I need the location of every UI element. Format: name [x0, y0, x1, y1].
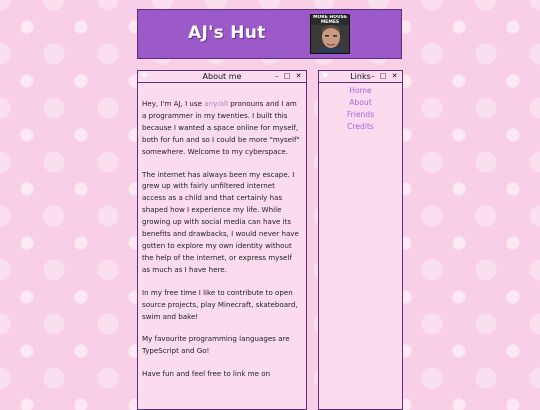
nav-link-home[interactable]: Home — [349, 86, 372, 95]
about-paragraph-4: My favourite programming languages are TypeScript and Go! — [142, 334, 290, 356]
site-title: AJ's Hut — [188, 23, 266, 43]
nav-link-friends[interactable]: Friends — [346, 110, 375, 119]
about-paragraph-5: Have fun and feel free to link me on — [142, 369, 271, 379]
about-paragraph-1-end: pronouns and I am a programmer in my twenties. I built this because I wanted a space online for myself, both for fun and so I could be more "myself" somewhere. Welcome to my cyberspace. — [142, 99, 300, 156]
avatar — [310, 14, 350, 54]
links-list — [319, 85, 402, 133]
nav-link-credits[interactable]: Credits — [347, 122, 374, 131]
about-titlebar — [138, 71, 306, 83]
links-window — [318, 70, 403, 410]
nav-link-about[interactable]: About — [349, 98, 372, 107]
avatar-caption: MORE HOUSE MEMES — [313, 15, 347, 25]
heart-icon: ♥ — [322, 72, 329, 80]
heart-icon: ♥ — [141, 72, 148, 80]
links-window-title: Links — [350, 72, 371, 81]
links-titlebar — [319, 71, 402, 83]
about-body — [138, 83, 306, 380]
site-header — [137, 9, 402, 59]
about-paragraph-2: The internet has always been my escape. I grew up with fairly unfiltered internet access as a child and that certainly has shaped how I experience my life. While growing up with social media can have its benefits and drawbacks, I would never have gotten to explore my own identity without the help of the internet, or express myself as much as I have here. — [142, 169, 299, 274]
about-paragraph-1-start: Hey, I'm AJ, I use — [142, 99, 205, 108]
about-paragraph-3: In my free time I like to contribute to open source projects, play Minecraft, skateboard, swim and bake! — [142, 287, 298, 321]
about-window-title: About me — [202, 72, 242, 81]
window-controls-icon[interactable]: – □ ✕ — [371, 72, 399, 80]
window-controls-icon[interactable]: – □ ✕ — [275, 72, 303, 80]
about-window — [137, 70, 307, 410]
about-paragraph-1 — [142, 98, 300, 158]
pronoun-link[interactable]: any/all — [204, 99, 228, 108]
